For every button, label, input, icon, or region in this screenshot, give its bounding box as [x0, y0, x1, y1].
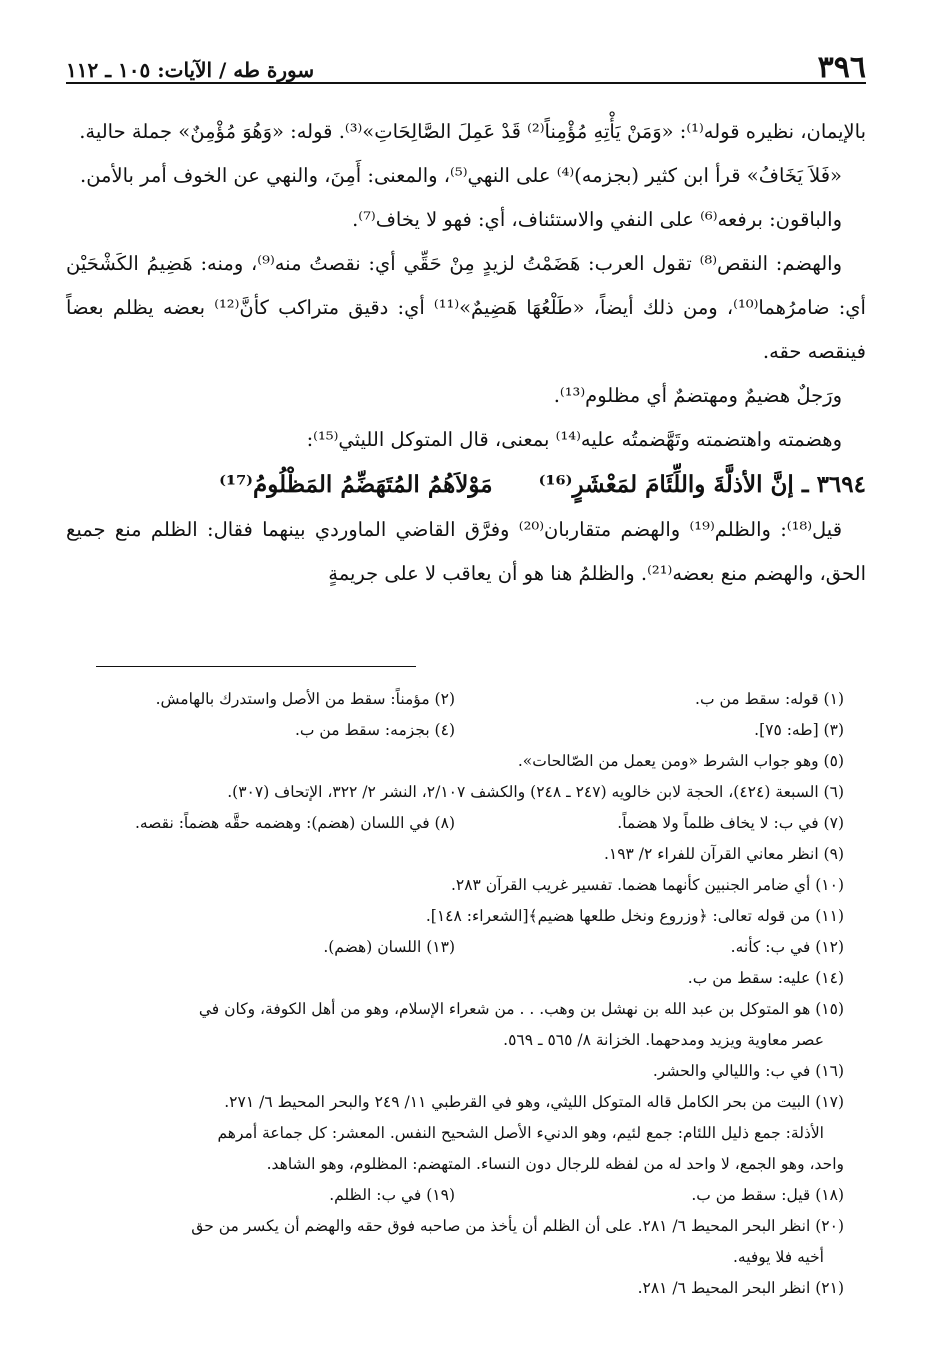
main-text — [66, 110, 866, 596]
paragraph-6: وهضمته واهتضمته وتَهَّضمتُه عليه⁽¹⁴⁾ بمعنى، قال المتوكل الليثي⁽¹⁵⁾: — [306, 428, 842, 451]
footnote-15-continued: عصر معاوية ويزيد ومدحهما. الخزانة ٨/ ٥٦٥ ـ ٥٦٩. — [503, 1031, 824, 1049]
paragraph-1: بالإيمان، نظيره قوله⁽¹⁾: «وَمَنْ يَأْتِهِ مُؤْمِناً⁽²⁾ قَدْ عَمِلَ الصَّالِحَاتِ»⁽³⁾. قوله: «وَهُوَ مُؤْمِنٌ» جملة حالية. — [79, 120, 866, 143]
footnote-3: (٣) [طه: ٧٥]. — [754, 721, 844, 739]
footnote-row — [66, 684, 844, 715]
paragraph-5: ورَجلٌ هضيمٌ ومهتضمٌ أي مظلوم⁽¹³⁾. — [553, 384, 842, 407]
paragraph-4: والهضم: النقص⁽⁸⁾ تقول العرب: هَضَمْتُ لزيدٍ مِنْ حَقِّي أي: نقصتُ منه⁽⁹⁾، ومنه: هَضِيمُ الكَشْحَيْن أي: ضامرُهما⁽¹⁰⁾، ومن ذلك أيضاً، «طَلْعُهَا هَضِيمٌ»⁽¹¹⁾ أي: دقيق متراكب كأنَّ⁽¹²⁾ بعضه يظلم بعضاً فينقصه حقه. — [66, 252, 866, 363]
running-title: سورة طه / الآيات: ١٠٥ ـ ١١٢ — [66, 58, 315, 82]
footnote-8: (٨) في اللسان (هضم): وهضمه حقَّه هضماً: نقصه. — [134, 814, 455, 832]
page-header — [66, 44, 866, 84]
footnote-5: (٥) وهو جواب الشرط «ومن يعمل من الصّالحات». — [517, 752, 844, 770]
footnote-11: (١١) من قوله تعالى: ﴿وزروع ونخل طلعها هضيم﴾[الشعراء: ١٤٨]. — [425, 907, 844, 925]
poetry-verse — [66, 462, 866, 508]
footnote-21: (٢١) انظر البحر المحيط ٦/ ٢٨١. — [637, 1279, 844, 1297]
footnote-17-continued: الأذلة: جمع ذليل اللئام: جمع لئيم، وهو الدنيء الأصل الشحيح النفس. المعشر: كل جماعة أمرهم — [217, 1124, 824, 1142]
footnote-17-continued: واحد، وهو الجمع، لا واحد له من لفظه للرجال دون النساء. المتهضم: المظلوم، وهو الشاهد. — [266, 1155, 844, 1173]
footnote-row — [66, 1180, 844, 1211]
paragraph-2: «فَلاَ يَخَافُ» قرأ ابن كثير (بجزمه)⁽⁴⁾ على النهي⁽⁵⁾، والمعنى: أَمِنَ، والنهي عن الخوف أمر بالأمن. — [80, 164, 842, 187]
footnote-18: (١٨) قيل: سقط من ب. — [691, 1186, 844, 1204]
footnote-6: (٦) السبعة (٤٢٤)، الحجة لابن خالويه (٢٤٧ ـ ٢٤٨) والكشف ٢/١٠٧، النشر ٢/ ٣٢٢، الإتحاف (٣٠٧). — [227, 783, 844, 801]
footnote-16: (١٦) في ب: والليالي والحشر. — [652, 1062, 844, 1080]
footnotes — [66, 684, 844, 1304]
verse-second-hemistich: مَوْلاَهُمُ المُتَهَضِّمُ المَظْلُومُ⁽¹⁷⁾ — [219, 471, 493, 498]
footnote-17: (١٧) البيت من بحر الكامل قاله المتوكل الليثي، وهو في القرطبي ١١/ ٢٤٩ والبحر المحيط ٦/ ٢٧١. — [224, 1093, 844, 1111]
footnote-13: (١٣) اللسان (هضم). — [323, 938, 455, 956]
footnote-4: (٤) بجزمه: سقط من ب. — [294, 721, 455, 739]
footnote-rule — [96, 666, 416, 667]
header-rule — [66, 82, 866, 84]
footnote-20: (٢٠) انظر البحر المحيط ٦/ ٢٨١. على أن الظلم أن يأخذ من صاحبه فوق حقه والهضم أن يكسر من حق — [191, 1217, 844, 1235]
paragraph-3: والباقون: برفعه⁽⁶⁾ على النفي والاستئناف، أي: فهو لا يخاف⁽⁷⁾. — [352, 208, 842, 231]
verse-first-hemistich: إنَّ الأذلَّةَ واللِّئَامَ لمَعْشَرٍ⁽¹⁶⁾ — [538, 471, 794, 498]
paragraph-7: قيل⁽¹⁸⁾: والظلم⁽¹⁹⁾ والهضم متقاربان⁽²⁰⁾ وفرَّق القاضي الماوردي بينهما فقال: الظلم منع جميع الحق، والهضم منع بعضه⁽²¹⁾. والظلمُ هنا هو أن يعاقب لا على جريمةٍ — [66, 518, 866, 585]
footnote-2: (٢) مؤمناً: سقط من الأصل واستدرك بالهامش. — [155, 690, 455, 708]
footnote-row — [66, 808, 844, 839]
footnote-12: (١٢) في ب: كأنه. — [730, 938, 844, 956]
footnote-9: (٩) انظر معاني القرآن للفراء ٢/ ١٩٣. — [603, 845, 844, 863]
footnote-row — [66, 932, 844, 963]
verse-number: ٣٦٩٤ ـ — [801, 471, 866, 498]
footnote-7: (٧) في ب: لا يخاف ظلماً ولا هضماً. — [617, 814, 844, 832]
footnote-19: (١٩) في ب: الظلم. — [329, 1186, 455, 1204]
footnote-1: (١) قوله: سقط من ب. — [695, 690, 844, 708]
page-number: ٣٩٦ — [817, 50, 866, 85]
footnote-15: (١٥) هو المتوكل بن عبد الله بن نهشل بن وهب. . . من شعراء الإسلام، وهو من أهل الكوفة، وكان في — [198, 1000, 844, 1018]
footnote-10: (١٠) أي ضامر الجنبين كأنهما هضما. تفسير غريب القرآن ٢٨٣. — [450, 876, 844, 894]
footnote-row — [66, 715, 844, 746]
footnote-14: (١٤) عليه: سقط من ب. — [687, 969, 844, 987]
footnote-20-continued: أخيه فلا يوفيه. — [732, 1248, 824, 1266]
